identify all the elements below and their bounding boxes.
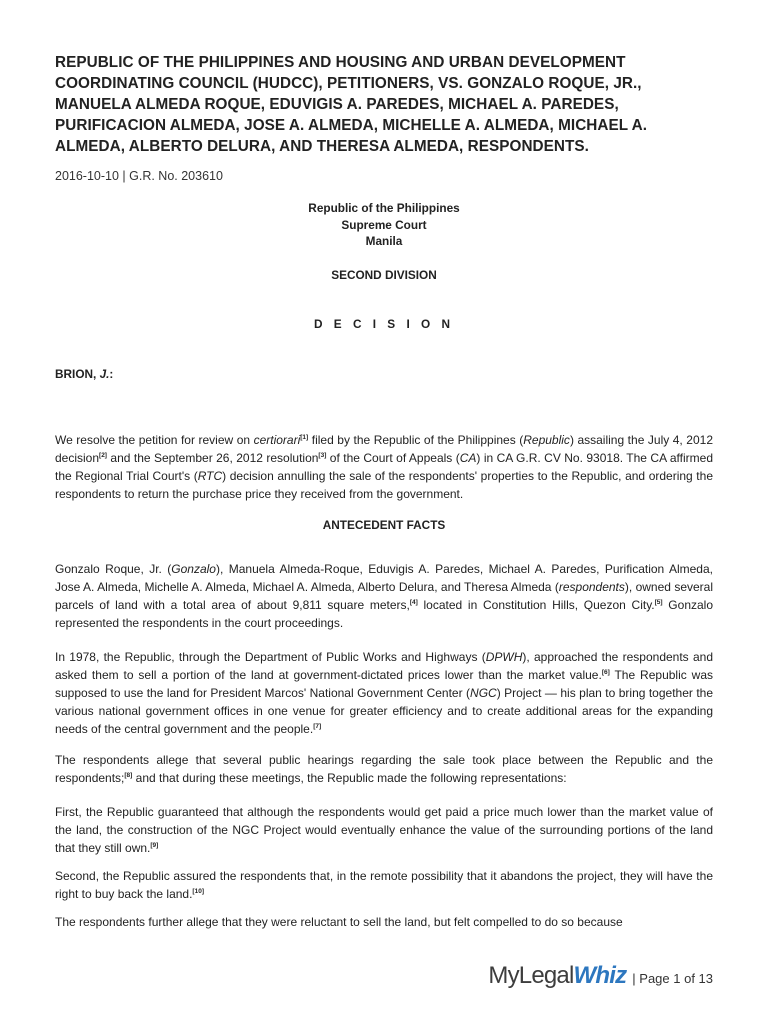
court-line-manila: Manila [365,234,403,248]
text: In 1978, the Republic, through the Department of Public Works and Highways ( [55,649,486,664]
case-title: REPUBLIC OF THE PHILIPPINES AND HOUSING AND URBAN DEVELOPMENT COORDINATING COUNCIL (HUDCC), PETITIONERS, VS. GONZALO ROQUE, JR., MANUELA ALMEDA ROQUE, EDUVIGIS A. PAREDES, MICHAEL A. PAREDES, PURIFICACION ALMEDA, JOSE A. ALMEDA, MICHELLE A. ALMEDA, MICHAEL A. ALMEDA, ALBERTO DELURA, AND THERESA ALMEDA, RESPONDENTS. [55,54,647,155]
ponente-colon: : [109,366,114,381]
text: ) Project — his plan to bring together the various national government offices in one venue for greater efficiency and to create additional areas for the expanding needs of the central government and the people. [55,685,714,736]
court-header [55,200,713,250]
text: The respondents allege that several public hearings regarding the sale took place between the Republic and the respondents; [55,752,713,785]
division-heading: SECOND DIVISION [331,267,437,282]
footnote-8[interactable]: [8] [124,771,133,779]
text: Gonzalo represented the respondents in the court proceedings. [55,597,714,630]
text: The respondents further allege that they were reluctant to sell the land, but felt compelled to do so because [55,914,623,929]
footnote-1[interactable]: [1] [300,433,309,441]
mylegalwhiz-logo [488,962,626,990]
text: ) assailing the July 4, 2012 decision [55,432,713,465]
footnote-6[interactable]: [6] [601,668,610,676]
document-page [55,52,713,931]
text-italic: Gonzalo [171,561,216,576]
text: ), owned several parcels of land with a total area of about 9,811 square meters, [55,579,713,612]
text: Gonzalo Roque, Jr. ( [55,561,172,576]
ponente-suffix: J. [99,366,110,381]
ponente [55,367,713,381]
ponente-name: BRION, [55,366,100,381]
paragraph-first-representation [55,803,713,857]
text: filed by the Republic of the Philippines ( [308,432,524,447]
text-italic: DPWH [485,649,523,664]
footnote-9[interactable]: [9] [150,841,159,849]
court-line-supreme-court: Supreme Court [341,217,427,232]
footnote-5[interactable]: [5] [654,598,663,606]
court-line-republic: Republic of the Philippines [308,201,460,215]
paragraph-petition [55,431,713,503]
text: located in Constitution Hills, Quezon City. [417,597,655,612]
paragraph-reluctant [55,913,713,931]
logo-text-mylegal: MyLegal [488,962,574,989]
footnote-2[interactable]: [2] [99,451,107,459]
text-italic: NGC [470,685,497,700]
text-italic: Republic [523,432,570,447]
paragraph-respondents [55,560,713,632]
text: of the Court of Appeals ( [326,450,460,465]
text: and that during these meetings, the Republic made the following representations: [132,770,567,785]
case-date-and-number: 2016-10-10 | G.R. No. 203610 [55,169,223,183]
text-italic: respondents [558,579,625,594]
text: ) decision annulling the sale of the respondents' properties to the Republic, and ordering the respondents to return the purchase price they received from the government. [55,468,713,501]
decision-heading: D E C I S I O N [314,316,454,331]
logo-text-whiz: Whiz [573,962,627,989]
footnote-7[interactable]: [7] [313,722,322,730]
text-italic: RTC [197,468,223,483]
text: ), approached the respondents and asked them to sell a portion of the land at government-dictated prices lower than the market value. [55,649,713,682]
page-number: | Page 1 of 13 [632,970,713,986]
text: ), Manuela Almeda-Roque, Eduvigis A. Paredes, Michael A. Paredes, Purification Almeda, Jose A. Almeda, Michelle A. Almeda, Michael A. Almeda, Alberto Delura, and Theresa Almeda ( [55,561,713,594]
section-heading-antecedent-facts: ANTECEDENT FACTS [322,517,446,532]
footnote-4[interactable]: [4] [409,598,418,606]
text: ) in CA G.R. CV No. 93018. The CA affirmed the Regional Trial Court's ( [55,450,713,483]
paragraph-second-representation [55,867,713,903]
text-italic: CA [459,450,477,465]
text: and the September 26, 2012 resolution [106,450,319,465]
text: Second, the Republic assured the respondents that, in the remote possibility that it abandons the project, they will have the right to buy back the land. [55,868,713,901]
footnote-3[interactable]: [3] [318,451,327,459]
footnote-10[interactable]: [10] [192,887,204,895]
page-footer [488,962,713,990]
text: The Republic was supposed to use the land for President Marcos' National Government Center ( [55,667,714,700]
text-italic: certiorari [253,432,301,447]
paragraph-1978-approach [55,648,713,738]
paragraph-public-hearings [55,751,713,787]
text: First, the Republic guaranteed that although the respondents would get paid a price much lower than the market value of the land, the construction of the NGC Project would eventually enhance the value of the surrounding portions of the land that they still own. [55,804,713,855]
text: We resolve the petition for review on [55,432,254,447]
